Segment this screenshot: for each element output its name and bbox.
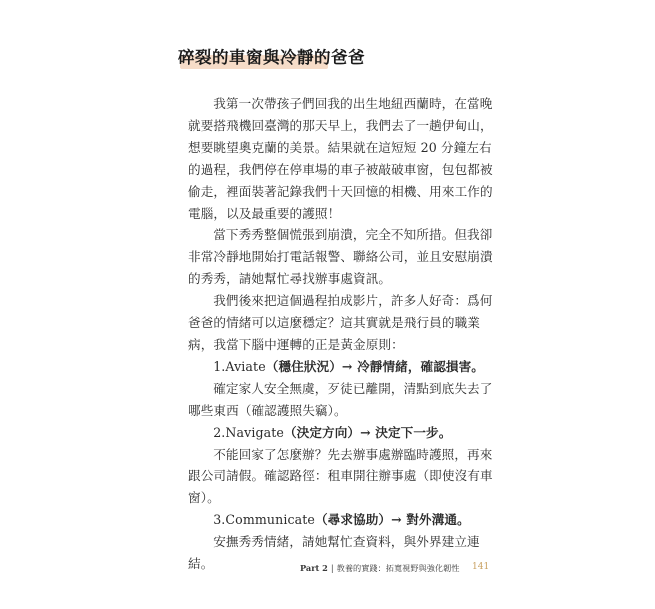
paragraph-3: 我們後來把這個過程拍成影片，許多人好奇：爲何爸爸的情緒可以這麼穩定？這其實就是飛行員的職業病，我當下腦中運轉的正是黃金原則： — [188, 293, 493, 352]
step-2-label: （決定方向）→ 決定下一步。 — [283, 424, 452, 440]
step-1-prefix: 1.Aviate — [213, 358, 266, 374]
step-3-heading — [188, 509, 493, 531]
footer-title: 教養的實踐：拓寬視野與強化韌性 — [336, 563, 460, 573]
page-footer — [300, 563, 459, 574]
step-3-text: 安撫秀秀情緒，請她幫忙查資料，與外界建立連結。 — [188, 534, 480, 572]
step-1-text: 確定家人安全無虞，歹徒已離開，清點到底失去了哪些東西（確認護照失竊）。 — [188, 380, 493, 418]
paragraph-1: 我第一次帶孩子們回我的出生地紐西蘭時，在當晚就要搭飛機回臺灣的那天早上，我們去了一趟伊甸山，想要眺望奧克蘭的美景。結果就在這短短 20 分鐘左右的過程，我們停在停車場的車子被敲破車窗，包包都被偷走，裡面裝著記錄我們十天回憶的相機、用來工作的電腦，以及最重要的護照！ — [188, 96, 493, 221]
step-1-heading — [188, 356, 493, 378]
step-2-text: 不能回家了怎麼辦？先去辦事處辦臨時護照，再來跟公司請假。確認路徑：租車開往辦事處（即使沒有車窗）。 — [188, 446, 493, 506]
step-2-prefix: 2.Navigate — [213, 424, 284, 440]
page-number: 141 — [472, 562, 490, 572]
section-heading: 碎裂的車窗與冷靜的爸爸 — [178, 48, 365, 67]
body-text — [188, 93, 493, 575]
step-3-label: （尋求協助）→ 對外溝通。 — [314, 512, 470, 528]
footer-part: Part 2 — [300, 563, 328, 573]
footer-separator: | — [330, 563, 334, 573]
step-1-label: （穩住狀況）→ 冷靜情緒，確認損害。 — [265, 358, 485, 374]
step-2-heading — [188, 422, 493, 444]
section-heading-block — [178, 46, 365, 70]
step-3-prefix: 3.Communicate — [213, 512, 315, 528]
paragraph-2: 當下秀秀整個慌張到崩潰，完全不知所措。但我卻非常冷靜地開始打電話報警、聯絡公司，並且安慰崩潰的秀秀，請她幫忙尋找辦事處資訊。 — [188, 227, 493, 287]
